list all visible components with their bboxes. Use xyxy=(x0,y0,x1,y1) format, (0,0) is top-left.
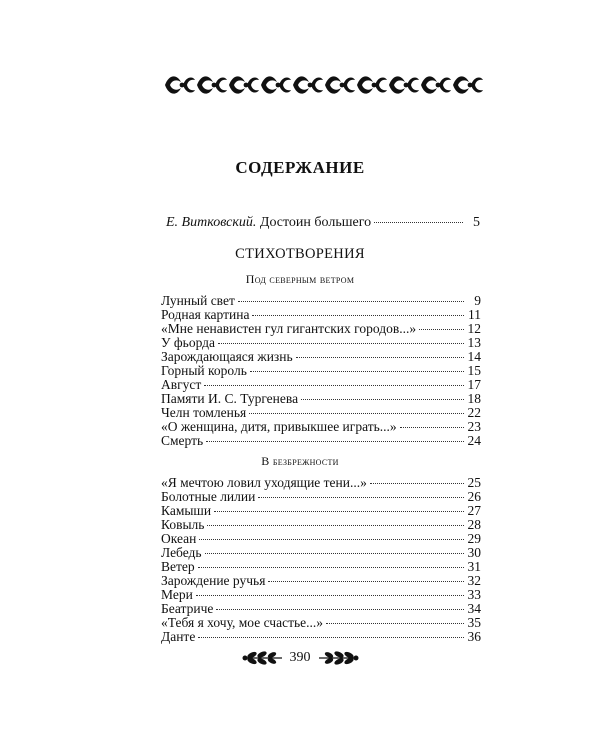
page-footer xyxy=(0,648,600,668)
toc-entry-page: 24 xyxy=(467,433,481,448)
toc-entry-label: Беатриче xyxy=(161,601,214,616)
toc-entry-author: Е. Витковский. xyxy=(166,215,257,230)
dot-leader xyxy=(296,357,464,358)
toc-entry[interactable] xyxy=(161,432,481,450)
dot-leader xyxy=(199,539,464,540)
toc-entry-label: Родная картина xyxy=(161,307,250,322)
toc-entry-label: Лебедь xyxy=(161,545,202,560)
toc-entry-page: 30 xyxy=(467,545,481,560)
toc-entry-label: Океан xyxy=(161,531,197,546)
floral-ornament-band-icon xyxy=(163,70,483,100)
toc-entry-page: 35 xyxy=(467,615,481,630)
leaf-sprig-left-icon xyxy=(242,650,284,666)
dot-leader xyxy=(214,511,464,512)
dot-leader xyxy=(216,609,464,610)
dot-leader xyxy=(206,441,464,442)
dot-leader xyxy=(370,483,464,484)
toc-entry-label: Челн томленья xyxy=(161,405,247,420)
dot-leader xyxy=(218,343,464,344)
dot-leader xyxy=(238,301,464,302)
dot-leader xyxy=(196,595,464,596)
dot-leader xyxy=(249,413,464,414)
toc-entry-label: Ковыль xyxy=(161,517,205,532)
toc-entry-label: Камыши xyxy=(161,503,212,518)
toc-entry[interactable] xyxy=(161,628,481,646)
toc-entry-page: 12 xyxy=(467,321,481,336)
toc-entry-text: Достоин большего xyxy=(259,215,372,230)
toc-entry-page: 36 xyxy=(467,629,481,644)
dot-leader xyxy=(250,371,464,372)
toc-entry-page: 22 xyxy=(467,405,481,420)
toc-entry-label: Горный король xyxy=(161,363,247,378)
dot-leader xyxy=(252,315,464,316)
toc-entry-page: 31 xyxy=(467,559,481,574)
toc-entry-page: 17 xyxy=(467,377,481,392)
toc-entry-page: 9 xyxy=(474,293,481,308)
toc-entry-page: 27 xyxy=(467,503,481,518)
toc-entry-label: «Мне ненавистен гул гигантских городов...» xyxy=(161,321,417,336)
toc-entry-page: 25 xyxy=(467,475,481,490)
dot-leader xyxy=(258,497,464,498)
dot-leader xyxy=(204,385,464,386)
toc-entry-label: Смерть xyxy=(161,433,204,448)
toc-entry-label: Лунный свет xyxy=(161,293,235,308)
dot-leader xyxy=(400,427,464,428)
toc-entry-label: Зарождающаяся жизнь xyxy=(161,349,293,364)
toc-entry-label: «О женщина, дитя, привыкшее играть...» xyxy=(161,419,397,434)
dot-leader xyxy=(207,525,464,526)
section-heading: СТИХОТВОРЕНИЯ xyxy=(235,246,365,262)
dot-leader xyxy=(198,637,464,638)
toc-entry-page: 15 xyxy=(467,363,481,378)
toc-entry-label: Август xyxy=(161,377,202,392)
toc-entry-label: У фьорда xyxy=(161,335,216,350)
page-number: 390 xyxy=(289,650,311,665)
group-heading: В безбрежности xyxy=(261,454,339,468)
toc-entry-label: Ветер xyxy=(161,559,195,574)
toc-entry-page: 29 xyxy=(467,531,481,546)
toc-entry-label: «Я мечтою ловил уходящие тени...» xyxy=(161,475,367,490)
toc-entry-label: Зарождение ручья xyxy=(161,573,266,588)
toc-entry-label: «Тебя я хочу, мое счастье...» xyxy=(161,615,323,630)
dot-leader xyxy=(419,329,464,330)
dot-leader xyxy=(326,623,464,624)
toc-entry-page: 11 xyxy=(468,307,481,322)
dot-leader xyxy=(268,581,464,582)
toc-entry-page: 5 xyxy=(473,215,480,230)
group-heading: Под северным ветром xyxy=(245,272,355,286)
toc-entry-page: 13 xyxy=(467,335,481,350)
toc-entry-intro[interactable] xyxy=(166,214,480,232)
toc-entry-label: Мери xyxy=(161,587,193,602)
toc-entry-page: 32 xyxy=(467,573,481,588)
toc-entry-label: Памяти И. С. Тургенева xyxy=(161,391,299,406)
toc-entry-page: 23 xyxy=(467,419,481,434)
dot-leader xyxy=(205,553,464,554)
toc-entry-page: 14 xyxy=(467,349,481,364)
toc-entry-page: 28 xyxy=(467,517,481,532)
toc-entry-label: Болотные лилии xyxy=(161,489,256,504)
toc-entry-label xyxy=(166,214,371,232)
page-title: СОДЕРЖАНИЕ xyxy=(235,158,365,177)
dot-leader xyxy=(301,399,464,400)
leaf-sprig-right-icon xyxy=(317,650,359,666)
toc-entry-page: 26 xyxy=(467,489,481,504)
dot-leader xyxy=(374,222,463,223)
toc-entry-page: 18 xyxy=(467,391,481,406)
toc-entry-page: 33 xyxy=(467,587,481,602)
toc-entry-label: Данте xyxy=(161,629,196,644)
toc-entry-page: 34 xyxy=(467,601,481,616)
dot-leader xyxy=(198,567,464,568)
